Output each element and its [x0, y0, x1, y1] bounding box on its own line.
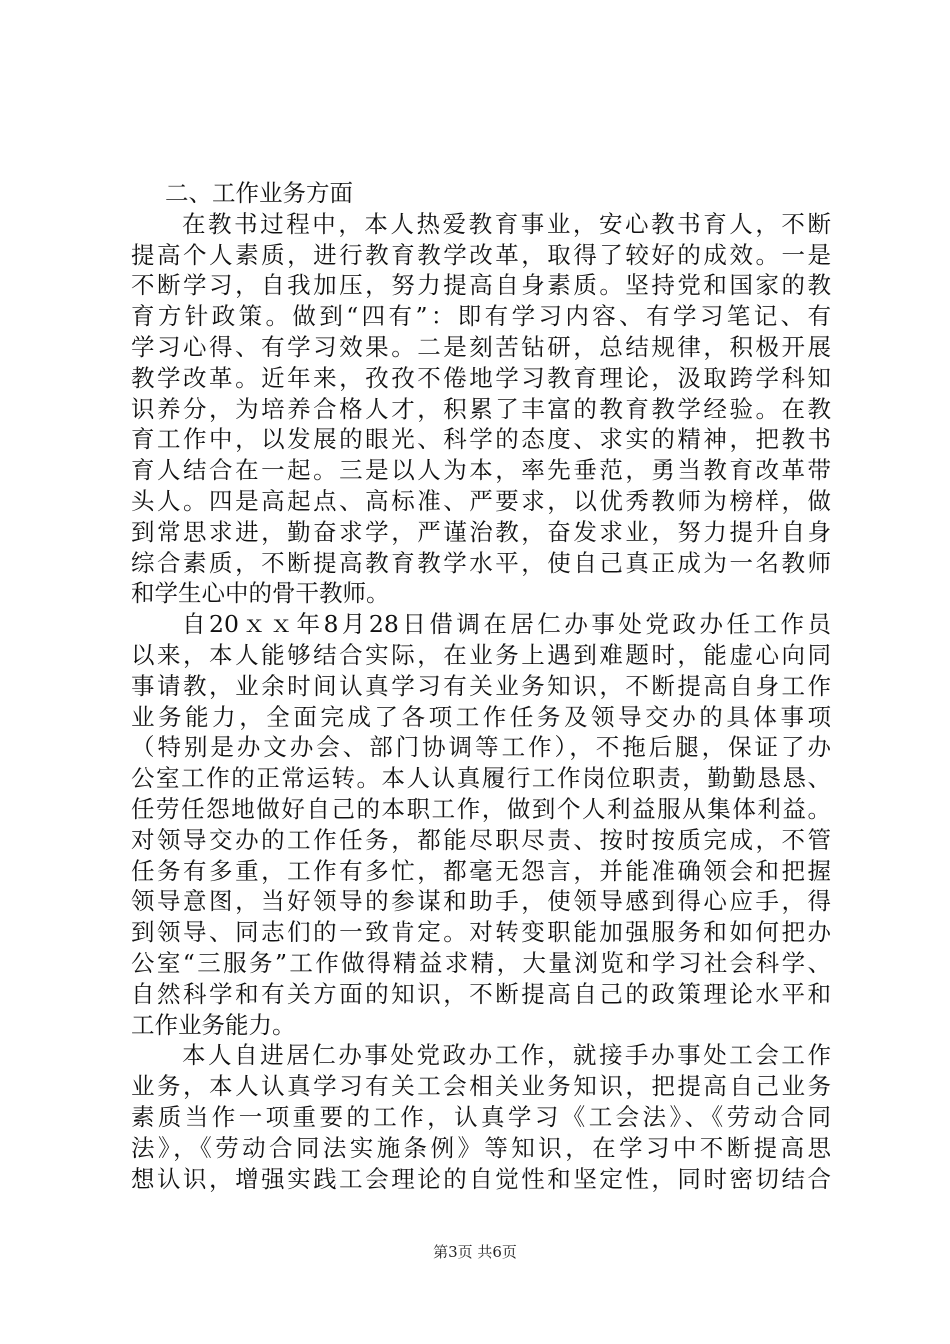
text-line: 识养分，为培养合格人才，积累了丰富的教育教学经验。在教 — [131, 394, 831, 423]
text-line: 综合素质，不断提高教育教学水平，使自己真正成为一名教师 — [131, 548, 831, 577]
text-line: （特别是办文办会、部门协调等工作），不拖后腿，保证了办 — [131, 733, 831, 762]
text-line: 公室“三服务”工作做得精益求精，大量浏览和学习社会科学、 — [131, 948, 831, 977]
text-line: 业务，本人认真学习有关工会相关业务知识，把提高自己业务 — [131, 1072, 831, 1101]
text-line: 自然科学和有关方面的知识，不断提高自己的政策理论水平和 — [131, 979, 831, 1008]
text-line: 公室工作的正常运转。本人认真履行工作岗位职责，勤勤恳恳、 — [131, 764, 831, 793]
text-line: 学习心得、有学习效果。二是刻苦钻研，总结规律，积极开展 — [131, 332, 831, 361]
text-line: 任劳任怨地做好自己的本职工作，做到个人利益服从集体利益。 — [131, 794, 831, 823]
text-line: 到常思求进，勤奋求学，严谨治教，奋发求业，努力提升自身 — [131, 517, 831, 546]
text-line: 头人。四是高起点、高标准、严要求，以优秀教师为榜样，做 — [131, 486, 831, 515]
text-line: 自20ｘｘ年8月28日借调在居仁办事处党政办任工作员 — [182, 610, 831, 639]
text-line: 本人自进居仁办事处党政办工作，就接手办事处工会工作 — [182, 1041, 831, 1070]
text-line: 在教书过程中，本人热爱教育事业，安心教书育人，不断 — [182, 209, 831, 238]
document-body — [131, 178, 831, 1194]
text-line: 想认识，增强实践工会理论的自觉性和坚定性，同时密切结合 — [131, 1164, 831, 1193]
text-line: 法》，《劳动合同法实施条例》等知识，在学习中不断提高思 — [131, 1133, 831, 1162]
paragraph — [131, 609, 831, 1040]
section-heading: 二、工作业务方面 — [165, 179, 353, 207]
text-line: 不断学习，自我加压，努力提高自身素质。坚持党和国家的教 — [131, 271, 831, 300]
page-footer: 第3页 共6页 — [433, 1243, 517, 1261]
text-line: 对领导交办的工作任务，都能尽职尽责、按时按质完成，不管 — [131, 825, 831, 854]
text-line: 到领导、同志们的一致肯定。对转变职能加强服务和如何把办 — [131, 918, 831, 947]
paragraph — [131, 209, 831, 609]
text-line: 育方针政策。做到“四有”：即有学习内容、有学习笔记、有 — [131, 302, 831, 331]
text-line: 素质当作一项重要的工作，认真学习《工会法》、《劳动合同 — [131, 1102, 831, 1131]
text-line: 业务能力，全面完成了各项工作任务及领导交办的具体事项 — [131, 702, 831, 731]
text-line: 工作业务能力。 — [131, 1010, 296, 1039]
text-line: 育人结合在一起。三是以人为本，率先垂范，勇当教育改革带 — [131, 456, 831, 485]
text-line: 教学改革。近年来，孜孜不倦地学习教育理论，汲取跨学科知 — [131, 363, 831, 392]
text-line: 育工作中，以发展的眼光、科学的态度、求实的精神，把教书 — [131, 425, 831, 454]
text-line: 任务有多重，工作有多忙，都毫无怨言，并能准确领会和把握 — [131, 856, 831, 885]
paragraph — [131, 1040, 831, 1194]
text-line: 和学生心中的骨干教师。 — [131, 579, 390, 608]
text-line: 提高个人素质，进行教育教学改革，取得了较好的成效。一是 — [131, 240, 831, 269]
text-line: 以来，本人能够结合实际，在业务上遇到难题时，能虚心向同 — [131, 640, 831, 669]
text-line: 事请教，业余时间认真学习有关业务知识，不断提高自身工作 — [131, 671, 831, 700]
text-line: 领导意图，当好领导的参谋和助手，使领导感到得心应手，得 — [131, 887, 831, 916]
